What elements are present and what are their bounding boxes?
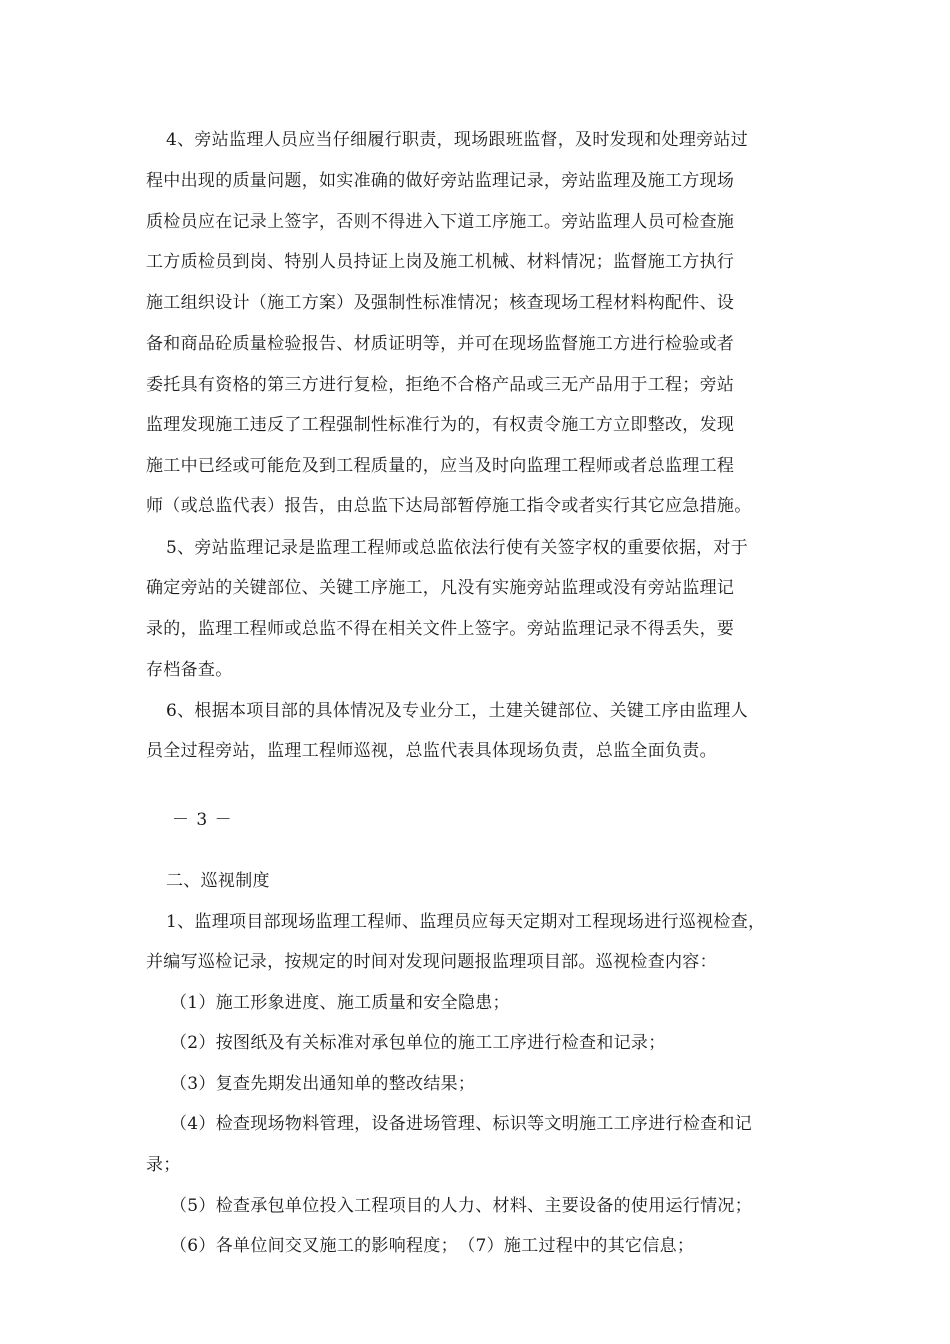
text-line: 存档备查。 (146, 660, 233, 680)
text-line: 员全过程旁站，监理工程师巡视，总监代表具体现场负责，总监全面负责。 (146, 741, 717, 761)
section-title: 二、巡视制度 (166, 871, 270, 891)
text-line: 4、旁站监理人员应当仔细履行职责，现场跟班监督，及时发现和处理旁站过 (166, 130, 749, 150)
text-line: 工方质检员到岗、特别人员持证上岗及施工机械、材料情况；监督施工方执行 (146, 252, 735, 272)
list-item: （2）按图纸及有关标准对承包单位的施工工序进行检查和记录； (170, 1033, 666, 1053)
list-item-continuation: 录； (146, 1155, 181, 1175)
text-line: 监理发现施工违反了工程强制性标准行为的，有权责令施工方立即整改，发现 (146, 415, 735, 435)
page-number: － 3 － (172, 810, 233, 830)
text-line: 备和商品砼质量检验报告、材质证明等，并可在现场监督施工方进行检验或者 (146, 334, 735, 354)
text-line: 1、监理项目部现场监理工程师、监理员应每天定期对工程现场进行巡视检查， (166, 912, 766, 932)
text-line: 施工中已经或可能危及到工程质量的，应当及时向监理工程师或者总监理工程 (146, 456, 735, 476)
list-item: （5）检查承包单位投入工程项目的人力、材料、主要设备的使用运行情况； (170, 1196, 753, 1216)
list-item: （6）各单位间交叉施工的影响程度； （7）施工过程中的其它信息； (170, 1236, 695, 1256)
text-line: 质检员应在记录上签字，否则不得进入下道工序施工。旁站监理人员可检查施 (146, 212, 735, 232)
text-line: 施工组织设计（施工方案）及强制性标准情况；核查现场工程材料构配件、设 (146, 293, 735, 313)
text-line: 程中出现的质量问题，如实准确的做好旁站监理记录，旁站监理及施工方现场 (146, 171, 735, 191)
text-line: 师（或总监代表）报告，由总监下达局部暂停施工指令或者实行其它应急措施。 (146, 496, 752, 516)
list-item: （4）检查现场物料管理，设备进场管理、标识等文明施工工序进行检查和记 (170, 1114, 753, 1134)
text-line: 5、旁站监理记录是监理工程师或总监依法行使有关签字权的重要依据，对于 (166, 538, 749, 558)
list-item: （3）复查先期发出通知单的整改结果； (170, 1074, 476, 1094)
text-line: 确定旁站的关键部位、关键工序施工，凡没有实施旁站监理或没有旁站监理记 (146, 578, 735, 598)
text-line: 录的，监理工程师或总监不得在相关文件上签字。旁站监理记录不得丢失，要 (146, 619, 735, 639)
text-line: 委托具有资格的第三方进行复检，拒绝不合格产品或三无产品用于工程；旁站 (146, 375, 735, 395)
text-line: 并编写巡检记录，按规定的时间对发现问题报监理项目部。巡视检查内容： (146, 952, 717, 972)
text-line: 6、根据本项目部的具体情况及专业分工，土建关键部位、关键工序由监理人 (166, 701, 749, 721)
list-item: （1）施工形象进度、施工质量和安全隐患； (170, 993, 510, 1013)
